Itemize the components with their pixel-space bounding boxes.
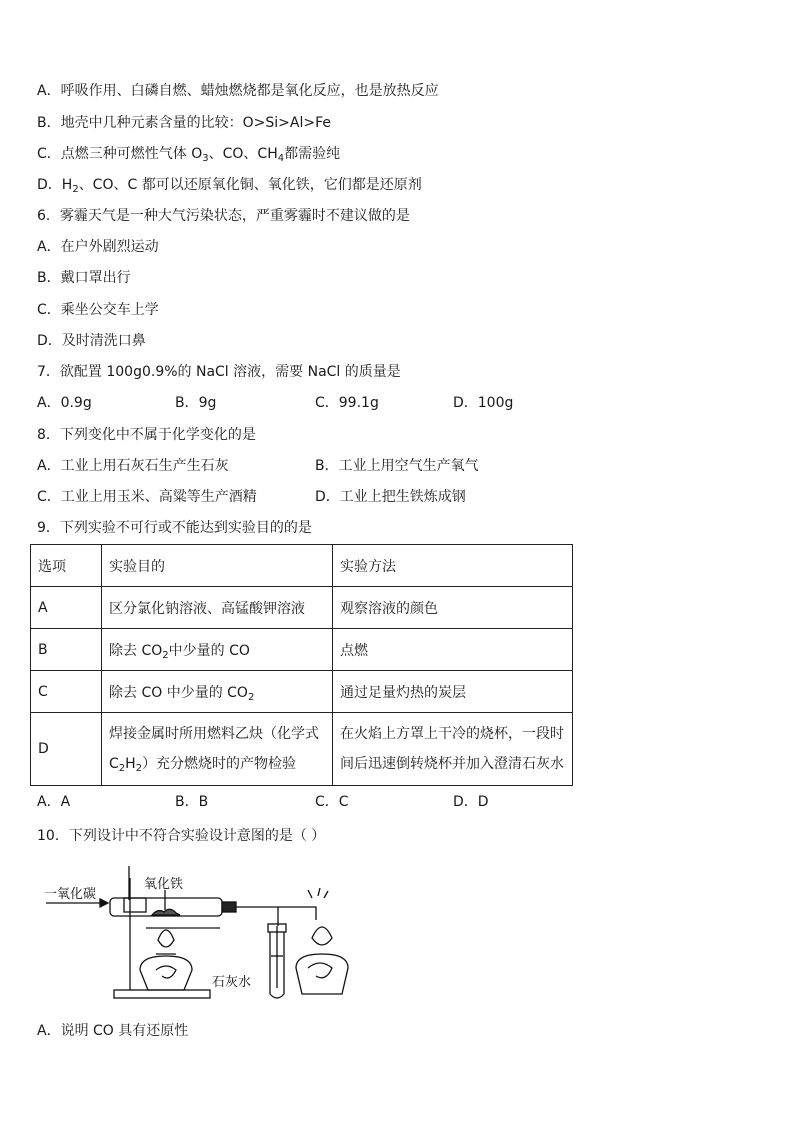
q9-stem: 9．下列实验不可行或不能达到实验目的的是 [37, 520, 312, 536]
q7-option-a: A．0.9g [37, 395, 92, 411]
q8-option-b: B．工业上用空气生产氧气 [315, 458, 479, 474]
q6-option-c: C．乘坐公交车上学 [37, 302, 159, 318]
q8-option-d: D．工业上把生铁炼成钢 [315, 489, 466, 505]
table-row [31, 713, 573, 786]
q10-stem: 10．下列设计中不符合实验设计意图的是（ ） [37, 828, 326, 844]
q8-option-a: A．工业上用石灰石生产生石灰 [37, 458, 229, 474]
row-option: A [31, 587, 102, 629]
row-method: 点燃 [333, 629, 573, 671]
co-reduction-apparatus-diagram [40, 858, 380, 1008]
row-purpose: 焊接金属时所用燃料乙炔（化学式 $C_2H_2$）充分燃烧时的产物检验 [102, 713, 333, 786]
q8-stem: 8．下列变化中不属于化学变化的是 [37, 427, 256, 443]
q6-stem: 6．雾霾天气是一种大气污染状态，严重雾霾时不建议做的是 [37, 208, 410, 224]
row-option: C [31, 671, 102, 713]
q8-option-c: C．工业上用玉米、高粱等生产酒精 [37, 489, 257, 505]
label-iron-oxide: 氧化铁 [144, 877, 184, 892]
row-purpose: 除去 $CO_2$中少量的 CO [102, 629, 333, 671]
row-purpose: 区分氯化钠溶液、高锰酸钾溶液 [102, 587, 333, 629]
q9-option-c: C．C [315, 794, 349, 810]
row-method: 观察溶液的颜色 [333, 587, 573, 629]
q5-option-d: D．$H_2$、CO、C 都可以还原氧化铜、氧化铁，它们都是还原剂 [37, 177, 422, 195]
table-header-option: 选项 [31, 545, 102, 587]
alcohol-lamp-2 [296, 954, 348, 994]
q6-option-b: B．戴口罩出行 [37, 270, 131, 286]
exhaust-tube [300, 907, 316, 920]
label-limewater: 石灰水 [212, 975, 252, 990]
stand-base [114, 990, 210, 998]
q7-option-c: C．99.1g [315, 395, 379, 411]
table-row [31, 671, 573, 713]
q5-option-a: A．呼吸作用、白磷自燃、蜡烛燃烧都是氧化反应，也是放热反应 [37, 83, 439, 99]
q6-option-d: D．及时清洗口鼻 [37, 333, 146, 349]
row-option: B [31, 629, 102, 671]
row-method: 通过足量灼热的炭层 [333, 671, 573, 713]
table-header-row [31, 545, 573, 587]
lamp-1-wick [156, 966, 176, 978]
clamp [124, 898, 146, 912]
table-header-method: 实验方法 [333, 545, 573, 587]
stopper [222, 902, 236, 912]
label-carbon-monoxide: 一氧化碳 [44, 887, 97, 902]
table-row [31, 629, 573, 671]
q7-option-b: B．9g [175, 395, 217, 411]
alcohol-lamp-1 [140, 956, 192, 990]
q9-experiment-table [30, 544, 573, 786]
q7-option-d: D．100g [453, 395, 514, 411]
q9-option-d: D．D [453, 794, 489, 810]
table-header-purpose: 实验目的 [102, 545, 333, 587]
q9-option-a: A．A [37, 794, 71, 810]
row-option: D [31, 713, 102, 786]
row-purpose: 除去 CO 中少量的 $CO_2$ [102, 671, 333, 713]
lamp-2-wick [308, 963, 332, 978]
lamp-1-flame [158, 930, 174, 947]
q9-option-b: B．B [175, 794, 209, 810]
lamp-2-flame [312, 927, 332, 945]
outlet-tube [236, 907, 278, 926]
q10-option-a: A．说明 CO 具有还原性 [37, 1023, 189, 1039]
co-arrow-head [100, 899, 108, 907]
row-method: 在火焰上方罩上干冷的烧杯，一段时 间后迅速倒转烧杯并加入澄清石灰水 [333, 713, 573, 786]
q5-option-b: B．地壳中几种元素含量的比较：O>Si>Al>Fe [37, 115, 331, 131]
iron-oxide-powder [152, 909, 180, 915]
q5-option-c: C．点燃三种可燃性气体 $O_3$、CO、$CH_4$都需验纯 [37, 146, 341, 164]
exhaust-sparks [308, 888, 328, 898]
table-row [31, 587, 573, 629]
q6-option-a: A．在户外剧烈运动 [37, 239, 159, 255]
q7-stem: 7．欲配置 100g0.9%的 NaCl 溶液，需要 NaCl 的质量是 [37, 364, 401, 380]
